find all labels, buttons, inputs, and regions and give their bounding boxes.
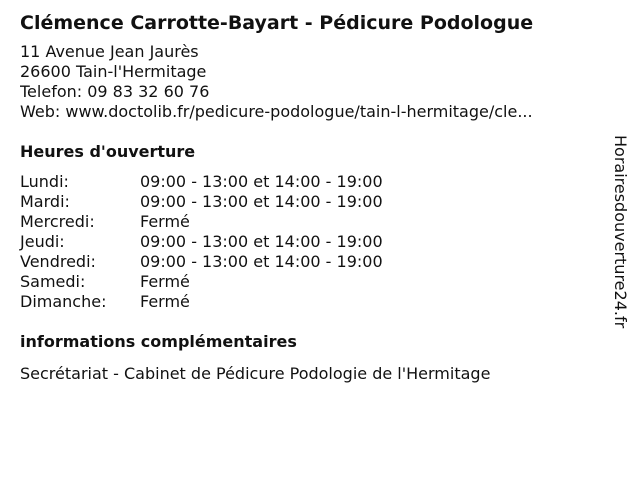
phone-number: Telefon: 09 83 32 60 76 <box>20 82 210 101</box>
day-label: Mardi: <box>20 192 70 211</box>
hours-value: 09:00 - 13:00 et 14:00 - 19:00 <box>140 252 383 271</box>
business-name: Clémence Carrotte-Bayart - Pédicure Podologue <box>20 12 534 34</box>
day-label: Dimanche: <box>20 292 107 311</box>
hours-row-monday <box>20 172 600 192</box>
hours-row-sunday <box>20 292 600 312</box>
contact-block <box>20 42 600 122</box>
day-label: Vendredi: <box>20 252 96 271</box>
day-label: Jeudi: <box>20 232 65 251</box>
hours-value: 09:00 - 13:00 et 14:00 - 19:00 <box>140 172 383 191</box>
hours-row-thursday <box>20 232 600 252</box>
hours-row-friday <box>20 252 600 272</box>
hours-value: Fermé <box>140 272 190 291</box>
additional-info-heading: informations complémentaires <box>20 332 297 351</box>
site-watermark: Horairesdouverture24.fr <box>611 135 630 329</box>
hours-row-saturday <box>20 272 600 292</box>
hours-row-wednesday <box>20 212 600 232</box>
address-city: 26600 Tain-l'Hermitage <box>20 62 207 81</box>
opening-hours-table <box>20 172 600 312</box>
hours-row-tuesday <box>20 192 600 212</box>
day-label: Mercredi: <box>20 212 95 231</box>
address-street: 11 Avenue Jean Jaurès <box>20 42 199 61</box>
hours-value: 09:00 - 13:00 et 14:00 - 19:00 <box>140 192 383 211</box>
hours-value: Fermé <box>140 212 190 231</box>
day-label: Samedi: <box>20 272 86 291</box>
opening-hours-heading: Heures d'ouverture <box>20 142 196 161</box>
business-card <box>20 10 600 384</box>
hours-value: 09:00 - 13:00 et 14:00 - 19:00 <box>140 232 383 251</box>
hours-value: Fermé <box>140 292 190 311</box>
day-label: Lundi: <box>20 172 69 191</box>
additional-info-text: Secrétariat - Cabinet de Pédicure Podologie de l'Hermitage <box>20 364 491 383</box>
website-link[interactable]: Web: www.doctolib.fr/pedicure-podologue/tain-l-hermitage/cle... <box>20 102 533 121</box>
